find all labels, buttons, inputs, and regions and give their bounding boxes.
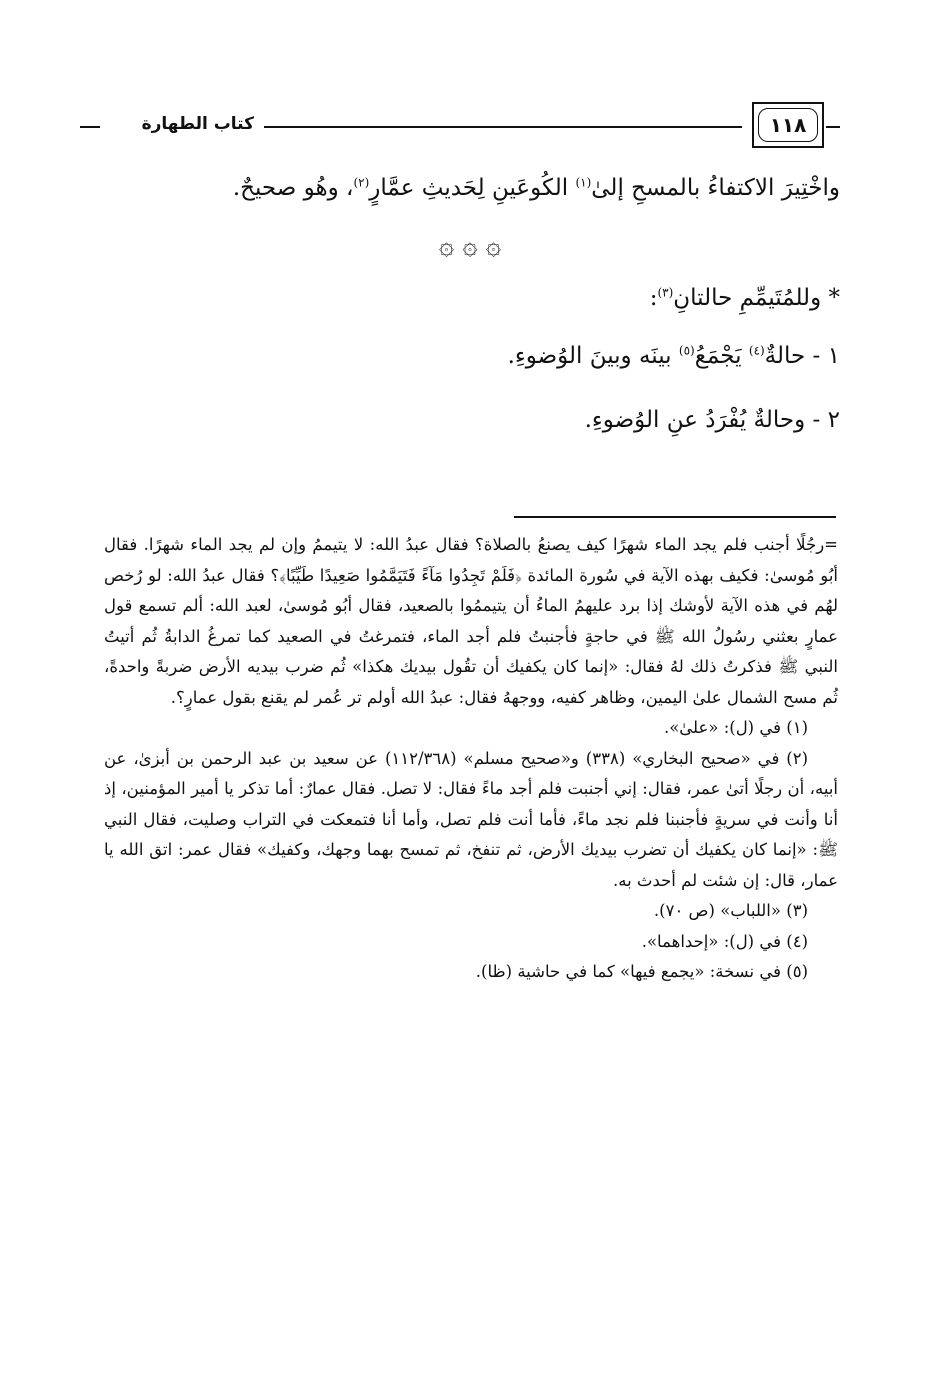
page-number-frame xyxy=(752,102,824,148)
text-run: ، وهُو صحيحٌ. xyxy=(232,175,354,201)
text-run: بينَه وبينَ الوُضوءِ. xyxy=(507,343,679,369)
section-heading xyxy=(650,280,840,317)
book-title: كتاب الطهارة xyxy=(141,114,254,134)
text-run: ١ - حالةٌ xyxy=(764,343,840,369)
text-run: : xyxy=(649,285,658,311)
main-paragraph xyxy=(233,170,840,207)
text-run: الكُوعَينِ لِحَديثِ عمَّارٍ xyxy=(369,175,576,201)
header-rule-left xyxy=(80,126,100,128)
footnotes xyxy=(104,530,838,988)
footnote-continuation: =رجُلًا أجنب فلم يجد الماء شهرًا كيف يصنعُ بالصلاة؟ فقال عبدُ الله: لا يتيممُ وإن لم يجد الماء شهرًا. فقال أبُو مُوسىٰ: فكيف بهذه الآية في سُورة المائدة ﴿فَلَمْ تَجِدُوا مَآءً فَتَيَمَّمُوا صَعِيدًا طَيِّبًا﴾؟ فقال عبدُ الله: لو رُخص لهُم في هذه الآية لأوشك إذا برد عليهمُ الماءُ أن يتيممُوا بالصعيد، فقال أبُو مُوسىٰ، لعبد الله: ألم تسمع قول عمارٍ بعثني رسُولُ الله ﷺ في حاجةٍ فأجنبتُ فلم أجد الماء، فتمرغتُ في الصعيد كما تمرغُ الدابةُ ثُم أتيتُ النبي ﷺ فذكرتُ ذلك لهُ فقال: «إنما كان يكفيك أن تقُول بيديك هكذا» ثُم ضرب بيديه الأرض ضربةً واحدةً، ثُم مسح الشمال علىٰ اليمين، وظاهر كفيه، ووجههُ فقال: عبدُ الله أولم تر عُمر لم يقنع بقول عمارٍ؟. xyxy=(104,535,838,707)
page-header xyxy=(80,100,840,156)
footnote-ref-1: (١) xyxy=(575,175,592,190)
footnote-3: (٣) «اللباب» (ص ٧٠). xyxy=(653,901,808,920)
footnote-ref-3: (٣) xyxy=(657,285,674,300)
header-rule-right xyxy=(826,126,840,128)
list-item-1 xyxy=(508,338,840,375)
text-run: واخْتِيرَ الاكتفاءُ بالمسحِ إلىٰ xyxy=(591,175,840,201)
footnote-4: (٤) في (ل): «إحداهما». xyxy=(641,931,808,951)
page-number: ١١٨ xyxy=(758,108,818,142)
footnote-5: (٥) في نسخة: «يجمع فيها» كما في حاشية (ظا). xyxy=(475,962,808,981)
list-item-2: ٢ - وحالةٌ يُفْرَدُ عنِ الوُضوءِ. xyxy=(584,407,840,433)
footnote-1: (١) في (ل): «علىٰ». xyxy=(663,718,808,737)
footnote-ref-4: (٤) xyxy=(748,343,765,358)
section-divider-ornaments: ۞ ۞ ۞ xyxy=(438,231,502,261)
header-rule-middle xyxy=(264,126,742,128)
footnote-ref-2: (٢) xyxy=(353,175,370,190)
footnote-2: (٢) في «صحيح البخاري» (٣٣٨) و«صحيح مسلم» (١١٢/٣٦٨) عن سعيد بن عبد الرحمن بن أبزىٰ، عن أبيه، أن رجلًا أتىٰ عمر، فقال: إني أجنبت فلم أجد ماءً فقال: لا تصل. فقال عمارٌ: أما تذكر يا أمير المؤمنين، إذ أنا وأنت في سريةٍ فأجنبنا فلم نجد ماءً، فأما أنت فلم تصل، وأما أنا فتمعكت في التراب وصليت، فقال النبي ﷺ: «إنما كان يكفيك أن تضرب بيديك الأرض، ثم تنفخ، ثم تمسح بهما وجهك، وكفيك» فقال عمر: اتق الله يا عمار، قال: إن شئت لم أحدث به. xyxy=(104,748,838,890)
text-run: * وللمُتَيمِّمِ حالتانِ xyxy=(673,285,840,311)
footnote-separator xyxy=(514,516,836,518)
text-run: يَجْمَعُ xyxy=(694,343,749,369)
footnote-ref-5: (٥) xyxy=(678,343,695,358)
